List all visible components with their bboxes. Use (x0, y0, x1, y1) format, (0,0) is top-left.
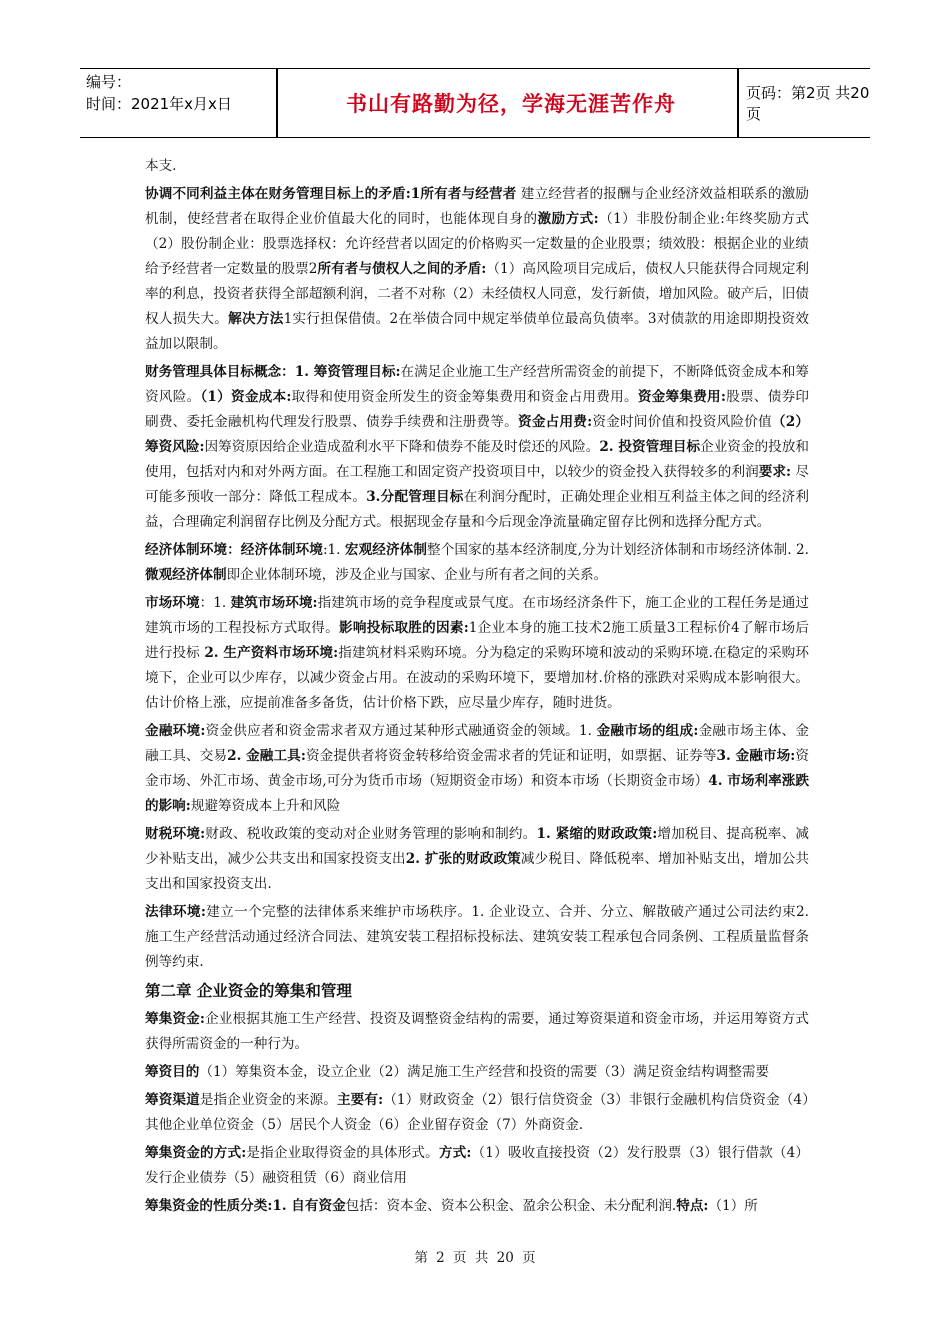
bold-term: 市场环境 (145, 595, 200, 611)
body-paragraph (145, 1088, 809, 1138)
text-run: 本支. (145, 158, 177, 174)
text-run: :1. (322, 542, 345, 558)
bold-term: 筹集资金的方式: (145, 1145, 247, 1161)
body-paragraph (145, 360, 809, 535)
bold-term: 3.分配管理目标 (366, 489, 464, 505)
body-paragraph (145, 154, 809, 179)
text-run: 建立一个完整的法律体系来维护市场秩序。1. 企业设立、合并、分立、解散破产通过公司法约束2. 施工生产经营活动通过经济合同法、建筑安装工程招标投标法、建筑安装工程承包合同条例、工程质量监督条例等约束. (145, 904, 809, 970)
bold-term: 3. 金融市场: (716, 748, 796, 764)
text-run: 指建筑市场的竞争程度或景气度。在市场经济条件下，施工企业的工程任务是通过建筑市场的工程投标方式取得。 (145, 595, 809, 636)
bold-term: 1. 紧缩的财政政策: (536, 826, 658, 842)
text-run: ：1. (199, 595, 231, 611)
text-run: 整个国家的基本经济制度,分为计划经济体制和市场经济体制. 2. (427, 542, 810, 558)
text-run: 取得和使用资金所发生的资金筹集费用和资金占用费用。 (291, 389, 638, 405)
text-run: 企业根据其施工生产经营、投资及调整资金结构的需要，通过筹资渠道和资金市场，并运用筹资方式获得所需资金的一种行为。 (145, 1011, 809, 1052)
body-paragraph (145, 1141, 809, 1191)
bold-term: 法律环境: (145, 904, 206, 920)
body-paragraph (145, 822, 809, 897)
bold-term: 激励方式: (537, 211, 599, 227)
bold-term: 宏观经济体制 (344, 542, 428, 558)
document-date-label: 时间：2021年x月x日 (86, 95, 232, 113)
text-run: （1）非股份制企业:年终奖励方式（2）股份制企业：股票选择权：允许经营者以固定的价格购买一定数量的企业股票；绩效股：根据企业的业绩给予经营者一定数量的股票2 (145, 211, 810, 277)
body-paragraph (145, 538, 809, 588)
text-run: 即企业体制环境，涉及企业与国家、企业与所有者之间的关系。 (226, 567, 608, 583)
bold-term: （1）资金成本: (200, 389, 292, 405)
text-run: 资金时间价值和投资风险价值 (592, 414, 772, 430)
text-run: 建立经营者的报酬与企业经济效益相联系的激励机制，使经营者在取得企业价值最大化的同时，也能体现自身的 (145, 186, 809, 227)
bold-term: 方式: (438, 1145, 472, 1161)
bold-term: 4. 市场利率涨跌的影响: (145, 773, 809, 814)
text-run: （1）高风险项目完成后，债权人只能获得合同规定利率的利息，投资者获得全部超额利润，二者不对称（2）未经债权人同意，发行新债，增加风险。破产后，旧债权人损失大。 (145, 261, 809, 327)
text-run: 股票、债券印刷费、委托金融机构代理发行股票、债券手续费和注册费等。 (145, 389, 810, 430)
body-paragraph (145, 1060, 809, 1085)
document-body (145, 154, 809, 1222)
bold-term: 影响投标取胜的因素: (339, 620, 469, 636)
text-run: 增加税目、提高税率、减少补贴支出，减少公共支出和国家投资支出 (145, 826, 809, 867)
bold-term: 2. 扩张的财政政策 (405, 851, 521, 867)
bold-term: 筹集资金的性质分类:1. 自有资金 (145, 1198, 346, 1214)
bold-term: 筹资目的 (145, 1064, 200, 1080)
text-run: 减少税目、降低税率、增加补贴支出，增加公共支出和国家投资支出. (145, 851, 810, 892)
body-paragraph (145, 1194, 809, 1219)
document-number-label: 编号： (86, 73, 132, 91)
page-header (80, 68, 870, 138)
header-divider (276, 69, 278, 137)
bold-term: 2. 生产资料市场环境: (204, 645, 339, 661)
text-run: （1）筹集资本金，设立企业（2）满足施工生产经营和投资的需要（3）满足资金结构调整需要 (199, 1064, 770, 1080)
text-run: 企业资金的投放和使用，包括对内和对外两方面。在工程施工和固定资产投资项目中，以较少的资金投入获得较多的利润 (145, 439, 809, 480)
body-paragraph (145, 900, 809, 975)
bold-term: 筹集资金: (145, 1011, 205, 1027)
bold-term: 要求: (758, 464, 792, 480)
text-run: 财政、税收政策的变动对企业财务管理的影响和制约。 (205, 826, 537, 842)
bold-term: 微观经济体制 (145, 567, 227, 583)
bold-term: 2. 金融工具: (227, 748, 306, 764)
text-run: 资金供应者和资金需求者双方通过某种形式融通资金的领域。1. (205, 723, 597, 739)
text-run: （1）吸收直接投资（2）发行股票（3）银行借款（4）发行企业债券（5）融资租赁（6）商业信用 (145, 1145, 809, 1186)
bold-term: 第二章 企业资金的筹集和管理 (145, 982, 352, 1000)
header-page-number: 页码：第2页 共20页 (746, 84, 870, 123)
text-run: 1企业本身的施工技术2施工质量3工程标价4了解市场后进行投标 (145, 620, 809, 661)
text-run: 在满足企业施工生产经营所需资金的前提下，不断降低资金成本和筹资风险。 (145, 364, 809, 405)
text-run: 指建筑材料采购环境。分为稳定的采购环境和波动的采购环境.在稳定的采购环境下，企业可以少库存，以减少资金占用。在波动的采购环境下，要增加材.价格的涨跌对采购成本影响很大。估计价格上涨，应提前准备多备货，估计价格下跌，应尽量少库存，随时进货。 (145, 645, 809, 711)
text-run: 是指企业取得资金的具体形式。 (246, 1145, 439, 1161)
text-run: （1）财政资金（2）银行信贷资金（3）非银行金融机构信贷资金（4）其他企业单位资金（5）居民个人资金（6）企业留存资金（7）外商资金. (145, 1092, 809, 1133)
header-divider (737, 69, 739, 137)
text-run: 是指企业资金的来源。 (199, 1092, 337, 1108)
bold-term: 资金筹集费用: (637, 389, 726, 405)
bold-term: 所有者与债权人之间的矛盾: (317, 261, 487, 277)
bold-term: 金融环境: (145, 723, 206, 739)
body-paragraph (145, 182, 809, 357)
page-footer: 第 2 页 共 20 页 (414, 1250, 536, 1266)
bold-term: 特点: (676, 1198, 709, 1214)
body-paragraph (145, 1007, 809, 1057)
body-paragraph (145, 591, 809, 716)
text-run: 包括：资本金、资本公积金、盈余公积金、未分配利润. (345, 1198, 677, 1214)
bold-term: （2）筹资风险: (145, 414, 809, 455)
text-run: 尽可能多预收一部分：降低工程成本。 (145, 464, 809, 505)
text-run: 金融市场主体、金融工具、交易 (145, 723, 809, 764)
header-motto: 书山有路勤为径，学海无涯苦作舟 (346, 92, 676, 116)
bold-term: 财税环境: (145, 826, 206, 842)
bold-term: 财务管理具体目标概念：1. 筹资管理目标: (145, 364, 401, 380)
bold-term: 经济体制环境：经济体制环境 (145, 542, 323, 558)
bold-term: 建筑市场环境: (230, 595, 318, 611)
body-paragraph (145, 719, 809, 819)
bold-term: 主要有: (336, 1092, 384, 1108)
text-run: （1）所 (708, 1198, 758, 1214)
bold-term: 金融市场的组成: (596, 723, 699, 739)
bold-term: 筹资渠道 (145, 1092, 200, 1108)
bold-term: 解决方法 (228, 311, 284, 327)
text-run: 1实行担保借债。2在举债合同中规定举债单位最高负债率。3对债款的用途即期投资效益加以限制。 (145, 311, 809, 352)
text-run: 在利润分配时，正确处理企业相互利益主体之间的经济利益，合理确定利润留存比例及分配方式。根据现金存量和今后现金净流量确定留存比例和选择分配方式。 (145, 489, 810, 530)
text-run: 资金市场、外汇市场、黄金市场,可分为货币市场（短期资金市场）和资本市场（长期资金市场） (145, 748, 809, 789)
header-meta (86, 71, 256, 115)
text-run: 规避筹资成本上升和风险 (190, 798, 341, 814)
chapter-heading (145, 978, 809, 1004)
text-run: 资金提供者将资金转移给资金需求者的凭证和证明，如票据、证券等 (305, 748, 717, 764)
bold-term: 资金占用费: (518, 414, 593, 430)
bold-term: 2. 投资管理目标 (599, 439, 701, 455)
bold-term: 协调不同利益主体在财务管理目标上的矛盾:1所有者与经营者 (145, 186, 517, 202)
text-run: 因筹资原因给企业造成盈利水平下降和债券不能及时偿还的风险。 (204, 439, 600, 455)
